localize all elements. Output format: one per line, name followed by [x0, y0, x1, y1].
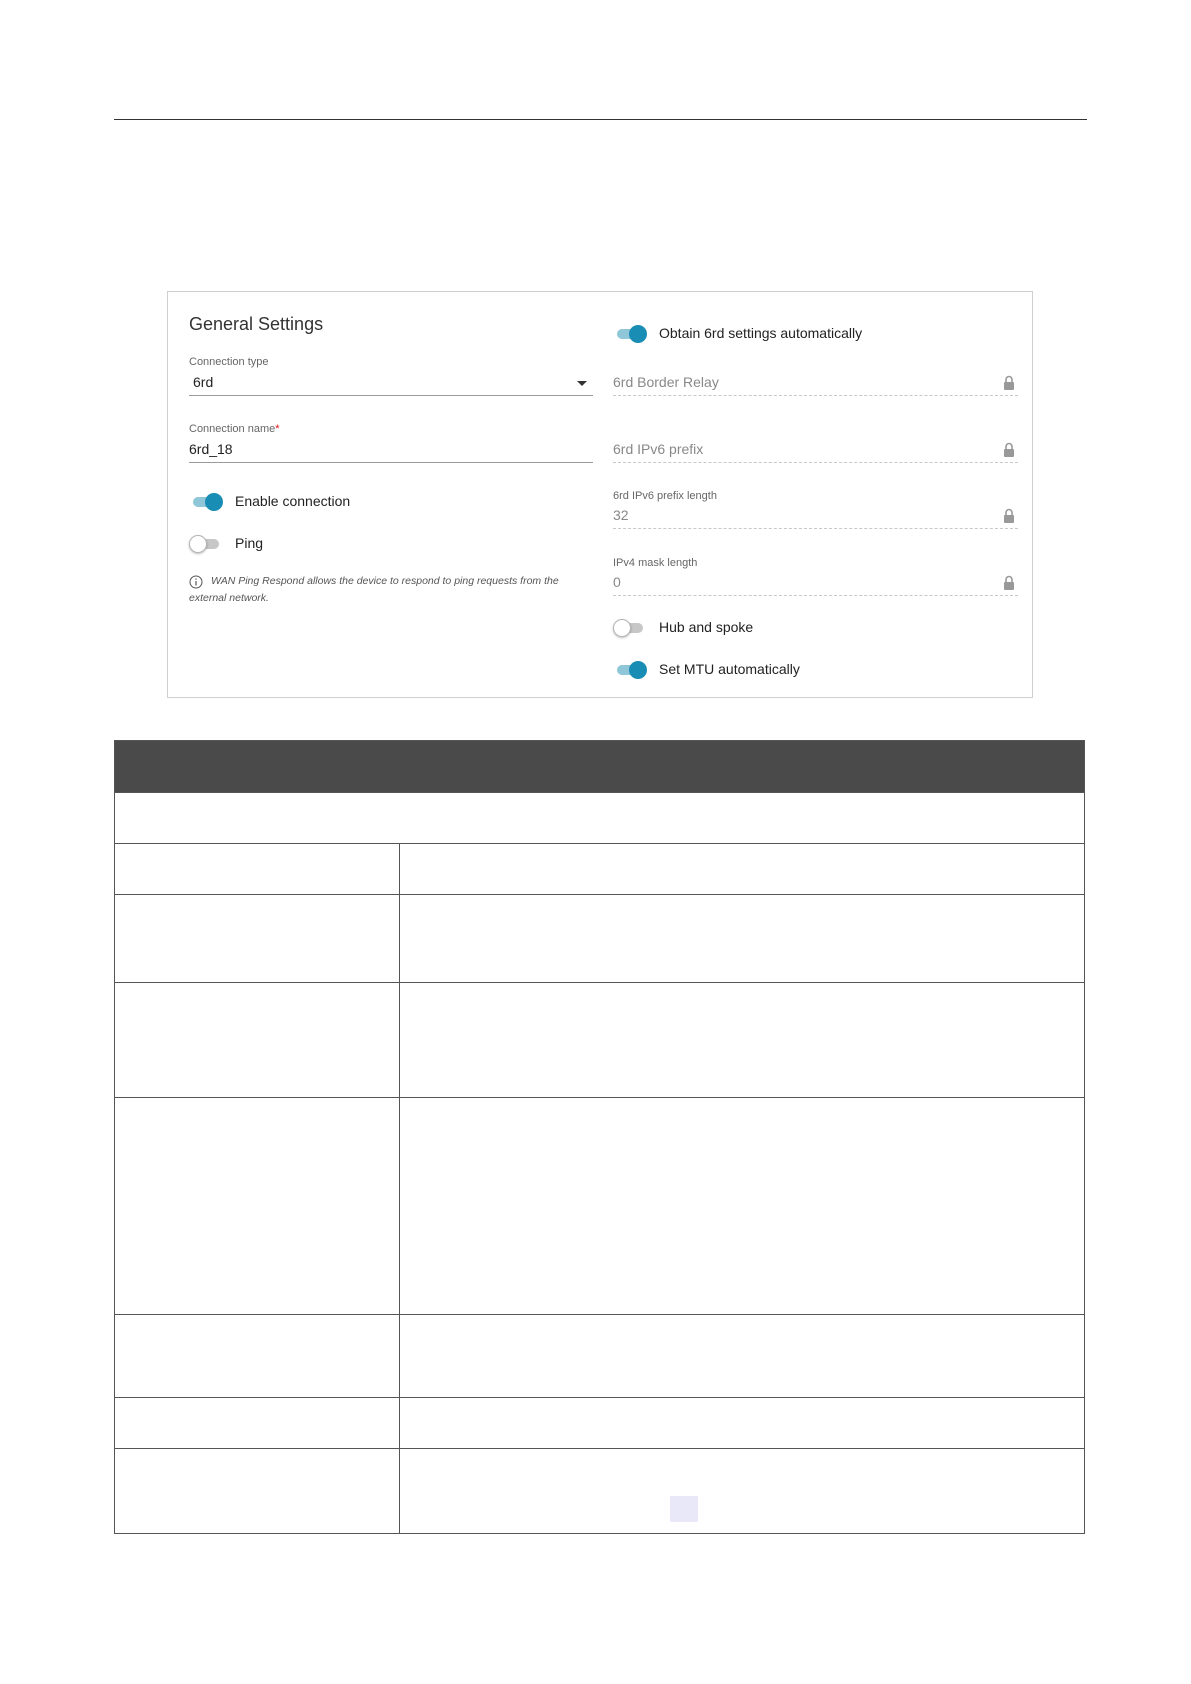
- toggle-knob: [189, 535, 207, 553]
- ipv6-prefix-length-value: 32: [613, 507, 629, 523]
- table-cell-param: [115, 1449, 400, 1534]
- connection-name-value: 6rd_18: [189, 441, 233, 457]
- table-row: [115, 844, 1085, 895]
- ipv6-prefix-underline: [613, 462, 1018, 463]
- ipv6-prefix-length-label: 6rd IPv6 prefix length: [613, 490, 717, 502]
- table-section-row: [115, 793, 1085, 844]
- table-row: [115, 895, 1085, 983]
- border-relay-input[interactable]: [613, 372, 1018, 396]
- table-cell-description: [400, 1315, 1085, 1398]
- border-relay-placeholder: 6rd Border Relay: [613, 374, 719, 390]
- lock-icon: [1003, 375, 1015, 391]
- toggle-knob: [613, 619, 631, 637]
- hub-and-spoke-label: Hub and spoke: [659, 619, 754, 635]
- hub-and-spoke-toggle[interactable]: [613, 618, 647, 638]
- ipv6-prefix-input[interactable]: [613, 439, 1018, 463]
- ping-label: Ping: [235, 535, 264, 551]
- set-mtu-auto-label: Set MTU automatically: [659, 661, 800, 677]
- table-row: [115, 1398, 1085, 1449]
- table-cell-description: [400, 1398, 1085, 1449]
- obtain-auto-toggle[interactable]: [613, 324, 647, 344]
- table-row: [115, 1098, 1085, 1315]
- connection-type-underline: [189, 395, 593, 396]
- connection-type-select[interactable]: [189, 371, 593, 396]
- connection-name-input[interactable]: [189, 438, 593, 463]
- general-settings-panel: [167, 291, 1033, 698]
- ipv6-prefix-length-underline: [613, 528, 1018, 529]
- chevron-down-icon: [577, 381, 587, 386]
- enable-connection-label: Enable connection: [235, 493, 351, 509]
- table-row: [115, 983, 1085, 1098]
- toggle-knob: [205, 493, 223, 511]
- table-cell-param: [115, 1315, 400, 1398]
- parameters-table: [114, 740, 1085, 1534]
- set-mtu-auto-toggle[interactable]: [613, 660, 647, 680]
- lock-icon: [1003, 575, 1015, 591]
- table-cell-param: [115, 844, 400, 895]
- table-cell-description: [400, 895, 1085, 983]
- highlight-marker: [670, 1496, 698, 1522]
- obtain-auto-label: Obtain 6rd settings automatically: [659, 325, 863, 341]
- table-cell-description: [400, 1098, 1085, 1315]
- table-cell-param: [115, 1398, 400, 1449]
- table-cell-param: [115, 895, 400, 983]
- page-header-rule: [114, 119, 1087, 120]
- ping-toggle[interactable]: [189, 534, 223, 554]
- ipv4-mask-length-underline: [613, 595, 1018, 596]
- connection-type-label: Connection type: [189, 356, 269, 368]
- connection-name-label-text: Connection name: [189, 423, 276, 435]
- lock-icon: [1003, 508, 1015, 524]
- required-mark: *: [275, 423, 280, 435]
- table-cell-description: [400, 983, 1085, 1098]
- table-cell-param: [115, 983, 400, 1098]
- lock-icon: [1003, 442, 1015, 458]
- toggle-knob: [629, 325, 647, 343]
- toggle-knob: [629, 661, 647, 679]
- ipv4-mask-length-value: 0: [613, 574, 621, 590]
- ipv6-prefix-length-input[interactable]: [613, 505, 1018, 529]
- ipv4-mask-length-label: IPv4 mask length: [613, 557, 698, 569]
- ipv6-prefix-placeholder: 6rd IPv6 prefix: [613, 441, 704, 457]
- connection-type-value: 6rd: [193, 374, 214, 390]
- table-header-cell: [115, 741, 1085, 793]
- connection-name-label: [189, 423, 280, 435]
- table-cell-description: [400, 1449, 1085, 1534]
- table-cell-description: [400, 844, 1085, 895]
- table-header-row: [115, 741, 1085, 793]
- ipv4-mask-length-input[interactable]: [613, 572, 1018, 596]
- table-section-cell: [115, 793, 1085, 844]
- panel-title: General Settings: [189, 314, 324, 334]
- enable-connection-toggle[interactable]: [189, 492, 223, 512]
- connection-name-underline: [189, 462, 593, 463]
- border-relay-underline: [613, 395, 1018, 396]
- table-row: [115, 1449, 1085, 1534]
- table-cell-param: [115, 1098, 400, 1315]
- ping-info-text: WAN Ping Respond allows the device to respond to ping requests from the external network.: [189, 575, 559, 604]
- table-row: [115, 1315, 1085, 1398]
